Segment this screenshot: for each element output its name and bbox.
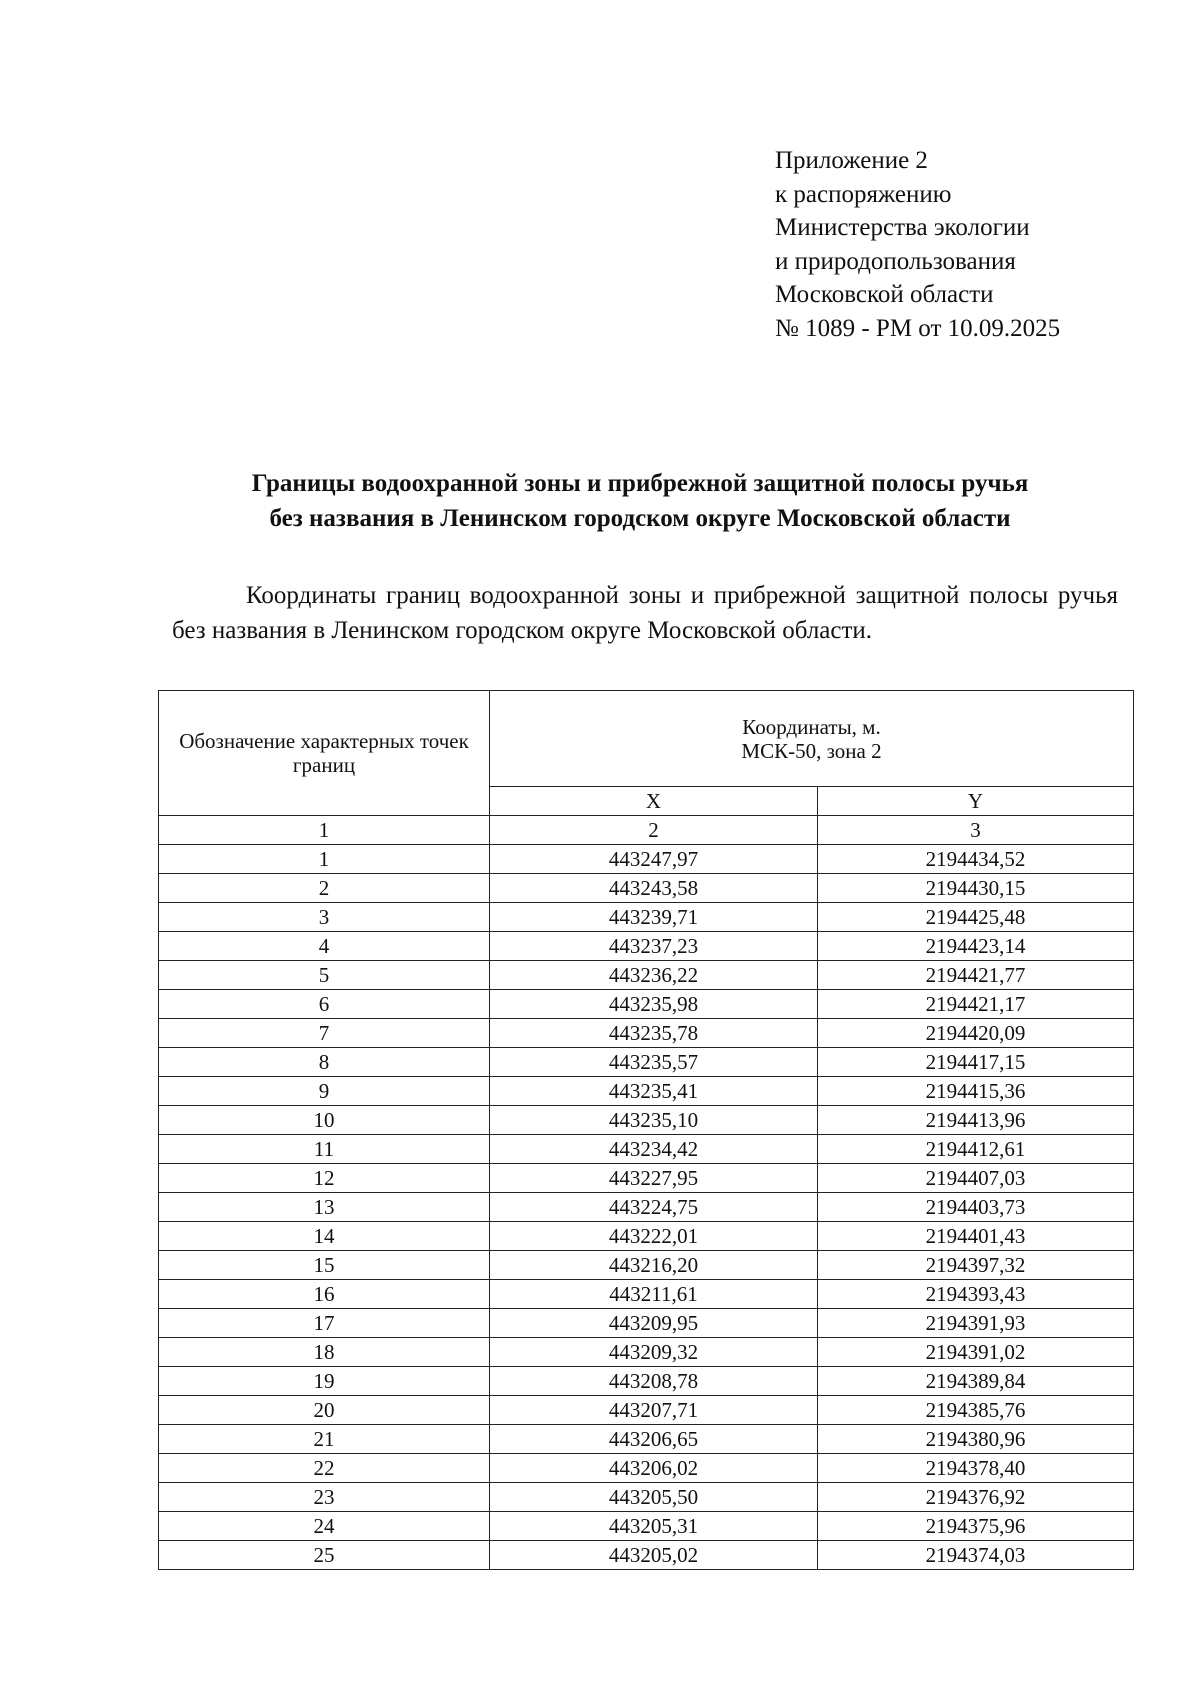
x-coordinate-cell: 443235,98	[490, 990, 818, 1019]
y-coordinate-cell: 2194378,40	[818, 1454, 1134, 1483]
x-coordinate-cell: 443235,57	[490, 1048, 818, 1077]
table-row	[159, 1077, 1134, 1106]
y-coordinate-cell: 2194430,15	[818, 874, 1134, 903]
point-number-cell: 15	[159, 1251, 490, 1280]
point-number-cell: 24	[159, 1512, 490, 1541]
point-number-cell: 11	[159, 1135, 490, 1164]
intro-paragraph: Координаты границ водоохранной зоны и прибрежной защитной полосы ручья без названия в Ленинском городском округе Московской области.	[172, 582, 1118, 644]
table-row	[159, 1106, 1134, 1135]
table-row	[159, 1280, 1134, 1309]
x-coordinate-cell: 443209,32	[490, 1338, 818, 1367]
table-row	[159, 1164, 1134, 1193]
table-row	[159, 961, 1134, 990]
annex-line: Министерства экологии	[775, 214, 1030, 241]
table-row	[159, 874, 1134, 903]
y-coordinate-cell: 2194412,61	[818, 1135, 1134, 1164]
point-number-cell: 4	[159, 932, 490, 961]
x-coordinate-cell: 443211,61	[490, 1280, 818, 1309]
y-coordinate-cell: 2194421,17	[818, 990, 1134, 1019]
coordinates-header-line-1: Координаты, м.	[742, 714, 881, 739]
table-row	[159, 1309, 1134, 1338]
y-coordinate-cell: 2194380,96	[818, 1425, 1134, 1454]
annex-line: Приложение 2	[775, 147, 928, 174]
y-coordinate-cell: 2194421,77	[818, 961, 1134, 990]
table-header-row	[159, 691, 1134, 787]
y-coordinate-cell: 2194389,84	[818, 1367, 1134, 1396]
numbering-cell: 2	[490, 816, 818, 845]
x-coordinate-cell: 443222,01	[490, 1222, 818, 1251]
point-number-cell: 21	[159, 1425, 490, 1454]
table-row	[159, 1541, 1134, 1570]
y-coordinate-cell: 2194413,96	[818, 1106, 1134, 1135]
coordinates-header-line-2: МСК-50, зона 2	[741, 738, 882, 763]
x-coordinate-cell: 443205,02	[490, 1541, 818, 1570]
y-coordinate-cell: 2194375,96	[818, 1512, 1134, 1541]
point-number-cell: 13	[159, 1193, 490, 1222]
point-number-cell: 2	[159, 874, 490, 903]
y-coordinate-cell: 2194407,03	[818, 1164, 1134, 1193]
point-number-cell: 17	[159, 1309, 490, 1338]
x-coordinate-cell: 443239,71	[490, 903, 818, 932]
y-coordinate-cell: 2194397,32	[818, 1251, 1134, 1280]
point-number-cell: 14	[159, 1222, 490, 1251]
table-row	[159, 932, 1134, 961]
point-number-cell: 18	[159, 1338, 490, 1367]
point-number-cell: 7	[159, 1019, 490, 1048]
point-number-cell: 23	[159, 1483, 490, 1512]
numbering-cell: 1	[159, 816, 490, 845]
table-row	[159, 1512, 1134, 1541]
x-coordinate-cell: 443243,58	[490, 874, 818, 903]
y-coordinate-cell: 2194391,02	[818, 1338, 1134, 1367]
document-title	[150, 466, 1130, 536]
point-number-cell: 5	[159, 961, 490, 990]
point-number-cell: 1	[159, 845, 490, 874]
coordinates-header	[490, 691, 1134, 787]
x-coordinate-cell: 443205,50	[490, 1483, 818, 1512]
x-coordinate-cell: 443206,02	[490, 1454, 818, 1483]
x-coordinate-cell: 443235,10	[490, 1106, 818, 1135]
annex-line: к распоряжению	[775, 180, 952, 208]
table-row	[159, 1019, 1134, 1048]
coordinates-table	[158, 690, 1134, 1570]
table-row	[159, 903, 1134, 932]
y-coordinate-cell: 2194401,43	[818, 1222, 1134, 1251]
point-number-cell: 25	[159, 1541, 490, 1570]
x-coordinate-cell: 443224,75	[490, 1193, 818, 1222]
annex-line: Московской области	[775, 281, 994, 308]
table-row	[159, 1193, 1134, 1222]
point-number-cell: 9	[159, 1077, 490, 1106]
point-number-cell: 8	[159, 1048, 490, 1077]
point-number-cell: 16	[159, 1280, 490, 1309]
point-number-cell: 12	[159, 1164, 490, 1193]
annex-line: № 1089 - РМ от 10.09.2025	[775, 314, 1061, 342]
x-coordinate-cell: 443227,95	[490, 1164, 818, 1193]
y-coordinate-cell: 2194374,03	[818, 1541, 1134, 1570]
table-row	[159, 1135, 1134, 1164]
x-coordinate-cell: 443205,31	[490, 1512, 818, 1541]
y-coordinate-cell: 2194434,52	[818, 845, 1134, 874]
point-number-cell: 3	[159, 903, 490, 932]
x-coordinate-cell: 443235,78	[490, 1019, 818, 1048]
y-coordinate-cell: 2194420,09	[818, 1019, 1134, 1048]
y-coordinate-cell: 2194415,36	[818, 1077, 1134, 1106]
y-coordinate-cell: 2194385,76	[818, 1396, 1134, 1425]
table-row	[159, 1251, 1134, 1280]
table-row	[159, 990, 1134, 1019]
y-coordinate-cell: 2194403,73	[818, 1193, 1134, 1222]
table-row	[159, 1454, 1134, 1483]
point-number-cell: 10	[159, 1106, 490, 1135]
y-coordinate-cell: 2194423,14	[818, 932, 1134, 961]
numbering-row	[159, 816, 1134, 845]
y-coordinate-cell: 2194393,43	[818, 1280, 1134, 1309]
point-number-cell: 20	[159, 1396, 490, 1425]
table-row	[159, 1222, 1134, 1251]
annex-line: и природопользования	[775, 247, 1016, 275]
x-coordinate-cell: 443216,20	[490, 1251, 818, 1280]
table-row	[159, 1483, 1134, 1512]
numbering-cell: 3	[818, 816, 1134, 845]
table-row	[159, 1367, 1134, 1396]
table-row	[159, 845, 1134, 874]
y-coordinate-cell: 2194425,48	[818, 903, 1134, 932]
point-number-cell: 22	[159, 1454, 490, 1483]
table-row	[159, 1048, 1134, 1077]
point-number-cell: 19	[159, 1367, 490, 1396]
annex-header	[775, 144, 1060, 345]
title-line-1: Границы водоохранной зоны и прибрежной защитной полосы ручья	[251, 470, 1029, 497]
x-coordinate-cell: 443206,65	[490, 1425, 818, 1454]
x-coordinate-cell: 443207,71	[490, 1396, 818, 1425]
x-coordinate-cell: 443234,42	[490, 1135, 818, 1164]
table-row	[159, 1396, 1134, 1425]
title-line-2: без названия в Ленинском городском округе Московской области	[269, 505, 1011, 532]
table-row	[159, 1425, 1134, 1454]
x-coordinate-cell: 443208,78	[490, 1367, 818, 1396]
x-coordinate-cell: 443236,22	[490, 961, 818, 990]
point-number-cell: 6	[159, 990, 490, 1019]
x-coordinate-cell: 443247,97	[490, 845, 818, 874]
table-row	[159, 1338, 1134, 1367]
x-coordinate-cell: 443209,95	[490, 1309, 818, 1338]
y-header: Y	[818, 787, 1134, 816]
y-coordinate-cell: 2194376,92	[818, 1483, 1134, 1512]
x-header: X	[490, 787, 818, 816]
x-coordinate-cell: 443235,41	[490, 1077, 818, 1106]
y-coordinate-cell: 2194391,93	[818, 1309, 1134, 1338]
y-coordinate-cell: 2194417,15	[818, 1048, 1134, 1077]
x-coordinate-cell: 443237,23	[490, 932, 818, 961]
points-header: Обозначение характерных точек границ	[159, 691, 490, 816]
